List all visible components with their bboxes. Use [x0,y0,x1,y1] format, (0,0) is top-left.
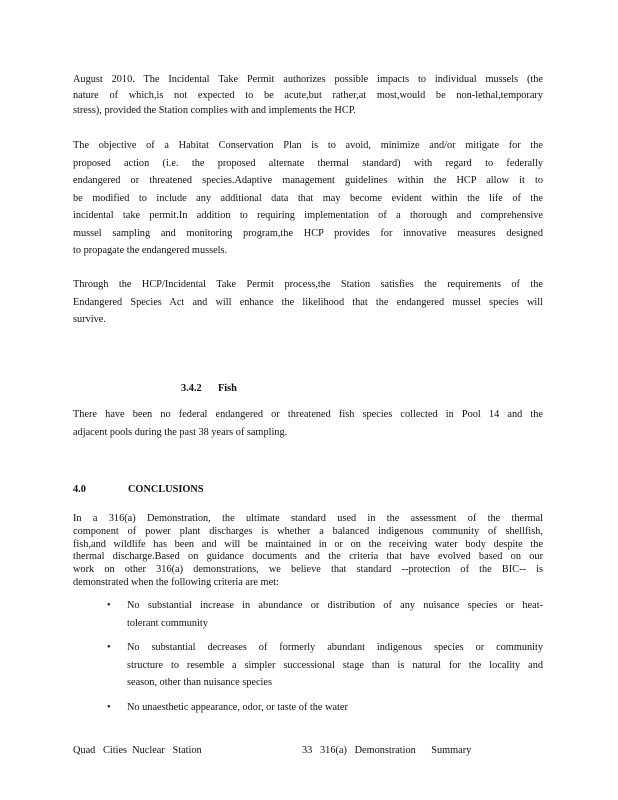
footer-page-title: 33 316(a) Demonstration Summary [302,745,472,756]
text-line: incidental take permit.In addition to requiring implementation of a thorough and comprehensive [73,210,543,221]
section-title: CONCLUSIONS [128,484,204,495]
text-line: There have been no federal endangered or threatened fish species collected in Pool 14 and the [73,409,543,420]
text-line: structure to resemble a simpler successional stage than is natural for the locality and [127,659,543,671]
paragraph-hcp-objective [73,137,543,260]
criteria-list [107,597,543,716]
bullet-glyph: • [107,701,111,713]
section-number: 4.0 [73,484,86,495]
text-line: mussel sampling and monitoring program,the HCP provides for innovative measures designed [73,227,543,239]
text-line: August 2010. The Incidental Take Permit authorizes possible impacts to individual mussels (the [73,74,543,85]
text-line: work on other 316(a) demonstrations, we believe that standard --protection of the BIC-- is [73,564,543,576]
footer-station-name: Quad Cities Nuclear Station [73,745,202,756]
text-line: No unaesthetic appearance, odor, or taste of the water [127,701,348,713]
text-line: nature of which,is not expected to be acute,but rather,at most,would be non-lethal,temporary [73,89,543,101]
text-line: stress), provided the Station complies with and implements the HCP. [73,105,356,116]
list-item [107,699,543,717]
text-line: In a 316(a) Demonstration, the ultimate standard used in the assessment of the thermal [73,513,543,524]
paragraph-fish [73,406,543,441]
text-line: season, other than nuisance species [127,677,272,688]
text-line: fish,and wildlife has been and will be maintained in or on the receiving water body despite the [73,538,543,550]
text-line: Through the HCP/Incidental Take Permit process,the Station satisfies the requirements of the [73,279,543,290]
text-line: survive. [73,314,106,325]
text-line: proposed action (i.e. the proposed alternate thermal standard) with regard to federally [73,157,543,169]
text-line: Endangered Species Act and will enhance the likelihood that the endangered mussel species will [73,296,543,308]
text-line: tolerant community [127,617,208,629]
text-line: thermal discharge.Based on guidance documents and the criteria that have evolved based on our [73,551,543,563]
text-line: component of power plant discharges is whether a balanced indigenous community of shellfish, [73,525,543,537]
text-line: to propagate the endangered mussels. [73,245,228,256]
text-line: No substantial increase in abundance or distribution of any nuisance species or heat- [127,600,543,611]
bullet-glyph: • [107,600,111,611]
paragraph-conclusions [73,513,543,590]
paragraph-esa-requirements [73,276,543,329]
bullet-glyph: • [107,642,111,653]
text-line: demonstrated when the following criteria are met: [73,576,279,588]
text-line: endangered or threatened species.Adaptive management guidelines within the HCP allow it to [73,175,543,186]
text-line: adjacent pools during the past 38 years of sampling. [73,426,288,438]
text-line: The objective of a Habitat Conservation Plan is to avoid, minimize and/or mitigate for the [73,140,543,151]
subsection-title: Fish [218,383,237,394]
text-line: be modified to include any additional data that may become evident within the life of the [73,192,543,204]
subsection-number: 3.4.2 [181,383,202,394]
list-item [107,639,543,692]
paragraph-incidental-take-permit [73,72,543,119]
text-line: No substantial decreases of formerly abundant indigenous species or community [127,642,543,653]
list-item [107,597,543,632]
